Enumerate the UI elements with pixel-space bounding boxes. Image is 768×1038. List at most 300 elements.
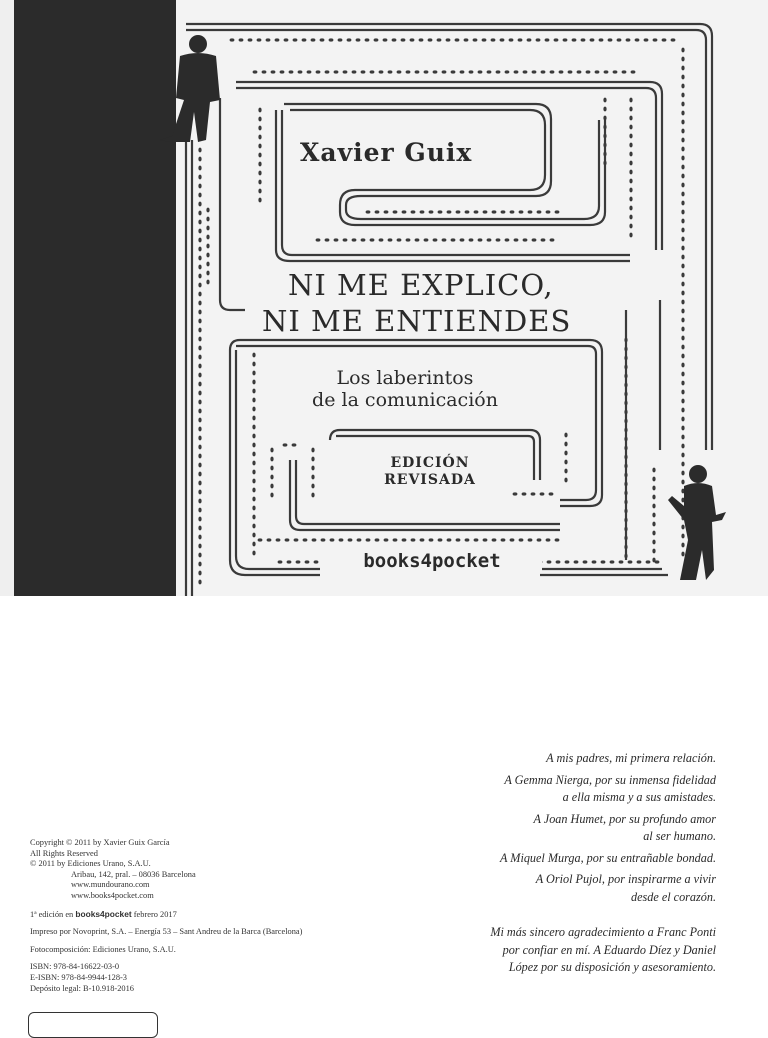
maze-dot: [624, 383, 627, 388]
maze-dot: [505, 238, 510, 241]
maze-dot: [198, 409, 201, 414]
maze-dot: [198, 274, 201, 279]
maze-dot: [302, 38, 307, 41]
dedication-joan: [386, 811, 716, 846]
maze-dot: [325, 238, 330, 241]
maze-dot: [198, 328, 201, 333]
maze-dot: [603, 125, 606, 130]
maze-dot: [555, 210, 560, 213]
maze-dot: [206, 226, 209, 231]
maze-dot: [266, 38, 271, 41]
maze-dot: [681, 111, 684, 116]
maze-dot: [258, 144, 261, 149]
maze-dot: [271, 70, 276, 73]
maze-dot: [402, 538, 407, 541]
maze-dot: [629, 233, 632, 238]
maze-dot: [483, 538, 488, 541]
maze-dot: [681, 192, 684, 197]
maze-dot: [540, 492, 545, 495]
maze-dot: [603, 161, 606, 166]
maze-dot: [556, 560, 561, 563]
maze-dot: [487, 238, 492, 241]
publisher-web-2: www.books4pocket.com: [71, 890, 154, 900]
maze-dot: [258, 538, 263, 541]
maze-dot: [293, 38, 298, 41]
cover-author: Xavier Guix: [300, 138, 473, 167]
maze-dot: [681, 228, 684, 233]
maze-dot: [624, 419, 627, 424]
dedication-gemma-b: a ella misma y a sus amistades.: [562, 790, 716, 804]
maze-dot: [564, 469, 567, 474]
maze-dot: [424, 238, 429, 241]
maze-dot: [198, 193, 201, 198]
maze-dot: [624, 545, 627, 550]
maze-dot: [681, 48, 684, 53]
maze-dot: [198, 157, 201, 162]
maze-dot: [198, 427, 201, 432]
maze-dot: [681, 417, 684, 422]
maze-dot: [622, 70, 627, 73]
dedication-joan-a: A Joan Humet, por su profundo amor: [533, 811, 716, 826]
maze-dot: [681, 255, 684, 260]
maze-dot: [283, 443, 288, 446]
maze-dot: [581, 38, 586, 41]
maze-dot: [198, 202, 201, 207]
maze-dot: [603, 134, 606, 139]
maze-dot: [198, 211, 201, 216]
maze-dot: [469, 70, 474, 73]
maze-dot: [522, 492, 527, 495]
maze-dot: [681, 147, 684, 152]
maze-dot: [624, 437, 627, 442]
maze-dot: [252, 362, 255, 367]
copyright-block: [30, 838, 360, 994]
maze-dot: [624, 527, 627, 532]
maze-dot: [270, 457, 273, 462]
maze-dot: [624, 446, 627, 451]
maze-dot: [278, 560, 283, 563]
maze-dot: [519, 210, 524, 213]
maze-dot: [379, 70, 384, 73]
maze-dot: [629, 134, 632, 139]
maze-dot: [681, 129, 684, 134]
maze-dot: [198, 175, 201, 180]
maze-dot: [629, 161, 632, 166]
maze-dot: [681, 246, 684, 251]
maze-dot: [536, 38, 541, 41]
maze-dot: [474, 538, 479, 541]
typesetting-info: Fotocomposición: Ediciones Urano, S.A.U.: [30, 944, 176, 954]
maze-dot: [601, 560, 606, 563]
maze-dot: [248, 38, 253, 41]
maze-dot: [487, 70, 492, 73]
maze-dot: [433, 70, 438, 73]
maze-dot: [681, 237, 684, 242]
maze-dot: [510, 210, 515, 213]
maze-dot: [289, 70, 294, 73]
maze-dot: [198, 292, 201, 297]
maze-dot: [258, 189, 261, 194]
maze-dot: [603, 98, 606, 103]
maze-dot: [681, 138, 684, 143]
legal-deposit: Depósito legal: B-10.918-2016: [30, 983, 134, 993]
maze-dot: [375, 538, 380, 541]
maze-dot: [198, 436, 201, 441]
maze-dot: [370, 238, 375, 241]
maze-dot: [681, 66, 684, 71]
maze-dot: [532, 238, 537, 241]
maze-dot: [437, 38, 442, 41]
maze-dot: [681, 336, 684, 341]
maze-dot: [681, 84, 684, 89]
maze-dot: [644, 38, 649, 41]
cover-subtitle-line1: Los laberintos: [336, 367, 474, 389]
maze-dot: [198, 454, 201, 459]
maze-dot: [357, 538, 362, 541]
maze-dot: [270, 475, 273, 480]
maze-dot: [252, 398, 255, 403]
maze-dot: [629, 125, 632, 130]
maze-dot: [252, 533, 255, 538]
maze-dot: [565, 560, 570, 563]
maze-dot: [343, 238, 348, 241]
maze-dot: [478, 238, 483, 241]
maze-dot: [681, 174, 684, 179]
maze-dot: [604, 70, 609, 73]
maze-dot: [465, 210, 470, 213]
maze-dot: [275, 38, 280, 41]
maze-dot: [624, 536, 627, 541]
maze-dot: [270, 484, 273, 489]
maze-dot: [330, 538, 335, 541]
maze-dot: [334, 238, 339, 241]
maze-dot: [629, 215, 632, 220]
maze-dot: [496, 238, 501, 241]
maze-dot: [681, 345, 684, 350]
maze-dot: [252, 416, 255, 421]
maze-dot: [559, 70, 564, 73]
maze-dot: [198, 481, 201, 486]
maze-dot: [258, 135, 261, 140]
maze-dot: [460, 238, 465, 241]
maze-dot: [415, 70, 420, 73]
maze-dot: [397, 238, 402, 241]
maze-dot: [492, 538, 497, 541]
maze-dot: [198, 553, 201, 558]
maze-dot: [681, 165, 684, 170]
first-edition-brand: books4pocket: [75, 908, 132, 919]
maze-dot: [564, 433, 567, 438]
maze-dot: [257, 38, 262, 41]
maze-dot: [629, 152, 632, 157]
maze-dot: [442, 70, 447, 73]
maze-dot: [198, 499, 201, 504]
maze-dot: [406, 238, 411, 241]
maze-dot: [198, 526, 201, 531]
maze-dot: [681, 453, 684, 458]
maze-dot: [455, 38, 460, 41]
maze-dot: [384, 538, 389, 541]
maze-dot: [258, 126, 261, 131]
maze-dot: [681, 408, 684, 413]
maze-dot: [321, 538, 326, 541]
maze-dot: [338, 38, 343, 41]
dedication-block: [386, 750, 716, 981]
maze-dot: [252, 389, 255, 394]
maze-dot: [284, 38, 289, 41]
maze-dot: [307, 70, 312, 73]
maze-dot: [375, 210, 380, 213]
maze-dot: [258, 171, 261, 176]
maze-dot: [629, 206, 632, 211]
maze-dot: [258, 108, 261, 113]
maze-dot: [393, 538, 398, 541]
maze-dot: [564, 451, 567, 456]
maze-dot: [311, 493, 314, 498]
publisher-address: Aribau, 142, pral. – 08036 Barcelona: [71, 869, 196, 879]
maze-dot: [681, 210, 684, 215]
maze-author-box: [290, 110, 605, 225]
maze-dot: [483, 210, 488, 213]
maze-dot: [366, 210, 371, 213]
maze-dot: [198, 184, 201, 189]
maze-dot: [564, 478, 567, 483]
eisbn: E-ISBN: 978-84-9944-128-3: [30, 972, 127, 982]
maze-dot: [270, 466, 273, 471]
maze-dot: [464, 38, 469, 41]
maze-dot: [681, 381, 684, 386]
maze-dot: [474, 210, 479, 213]
maze-dot: [258, 117, 261, 122]
maze-dot: [523, 70, 528, 73]
maze-dot: [411, 538, 416, 541]
maze-dot: [198, 463, 201, 468]
maze-dot: [599, 38, 604, 41]
maze-dot: [252, 407, 255, 412]
maze-dot: [252, 452, 255, 457]
maze-dot: [311, 38, 316, 41]
maze-dot: [629, 179, 632, 184]
maze-dot: [401, 38, 406, 41]
maze-dot: [519, 538, 524, 541]
maze-dot: [252, 461, 255, 466]
maze-dot: [198, 490, 201, 495]
maze-dot: [198, 544, 201, 549]
maze-dot: [447, 210, 452, 213]
maze-dot: [629, 188, 632, 193]
maze-dot: [446, 38, 451, 41]
maze-dot: [258, 162, 261, 167]
maze-dot: [554, 38, 559, 41]
maze-dot: [198, 562, 201, 567]
person-silhouette-left: [160, 35, 220, 142]
maze-dot: [280, 70, 285, 73]
maze-dot: [624, 347, 627, 352]
maze-dot: [478, 70, 483, 73]
maze-dot: [624, 392, 627, 397]
maze-dot: [492, 210, 497, 213]
maze-dot: [311, 448, 314, 453]
maze-dot: [352, 70, 357, 73]
maze-dot: [230, 38, 235, 41]
maze-dot: [252, 353, 255, 358]
maze-dot: [252, 515, 255, 520]
maze-dot: [624, 482, 627, 487]
maze-dot: [419, 38, 424, 41]
maze-dot: [624, 410, 627, 415]
maze-dot: [610, 560, 615, 563]
maze-dot: [624, 554, 627, 559]
maze-dot: [564, 460, 567, 465]
maze-dot: [406, 70, 411, 73]
maze-dot: [681, 444, 684, 449]
maze-dot: [206, 280, 209, 285]
maze-dot: [546, 538, 551, 541]
maze-dot: [252, 425, 255, 430]
maze-dot: [681, 534, 684, 539]
maze-dot: [298, 70, 303, 73]
maze-dot: [442, 238, 447, 241]
maze-dot: [361, 70, 366, 73]
maze-dot: [460, 70, 465, 73]
maze-dot: [292, 443, 297, 446]
maze-dot: [629, 143, 632, 148]
maze-dot: [681, 183, 684, 188]
maze-dot: [198, 319, 201, 324]
maze-dot: [198, 166, 201, 171]
maze-dot: [637, 560, 642, 563]
maze-dot: [384, 210, 389, 213]
maze-dot: [555, 538, 560, 541]
maze-dot: [252, 470, 255, 475]
maze-dot: [456, 538, 461, 541]
maze-dot: [662, 38, 667, 41]
maze-dot: [681, 435, 684, 440]
maze-dot: [613, 70, 618, 73]
maze-dot: [270, 493, 273, 498]
maze-dot: [433, 238, 438, 241]
maze-dot: [681, 219, 684, 224]
acknowledgements-c: López por su disposición y asesoramiento.: [508, 960, 716, 974]
maze-dot: [252, 497, 255, 502]
maze-dot: [681, 354, 684, 359]
maze-dot: [198, 301, 201, 306]
maze-dot: [198, 247, 201, 252]
maze-dot: [631, 70, 636, 73]
maze-dot: [653, 38, 658, 41]
maze-dot: [541, 70, 546, 73]
maze-dot: [402, 210, 407, 213]
publisher-web-1: www.mundourano.com: [71, 880, 150, 890]
maze-dot: [473, 38, 478, 41]
maze-dot: [681, 543, 684, 548]
cover-title-line1: NI ME EXPLICO,: [288, 268, 554, 302]
maze-dot: [285, 538, 290, 541]
maze-dot: [681, 426, 684, 431]
maze-dot: [574, 560, 579, 563]
maze-dot: [311, 475, 314, 480]
acknowledgements-b: por confiar en mí. A Eduardo Díez y Daniel: [502, 942, 716, 957]
maze-dot: [482, 38, 487, 41]
maze-dot: [465, 538, 470, 541]
maze-dot: [624, 455, 627, 460]
maze-dot: [347, 38, 352, 41]
maze-dot: [198, 238, 201, 243]
maze-dot: [546, 210, 551, 213]
maze-dot: [420, 538, 425, 541]
maze-dot: [550, 70, 555, 73]
maze-dot: [206, 271, 209, 276]
maze-dot: [198, 580, 201, 585]
maze-dot: [429, 538, 434, 541]
maze-dot: [198, 337, 201, 342]
maze-dot: [629, 116, 632, 121]
maze-dot: [415, 238, 420, 241]
maze-dot: [314, 560, 319, 563]
maze-dot: [572, 38, 577, 41]
maze-dot: [547, 560, 552, 563]
cover-subtitle-line2: de la comunicación: [312, 389, 498, 411]
maze-dot: [527, 38, 532, 41]
maze-dot: [624, 374, 627, 379]
maze-dot: [563, 38, 568, 41]
maze-dot: [239, 38, 244, 41]
maze-dot: [383, 38, 388, 41]
maze-dot: [303, 538, 308, 541]
maze-dot: [592, 560, 597, 563]
maze-dot: [652, 531, 655, 536]
maze-dot: [198, 364, 201, 369]
maze-dot: [624, 473, 627, 478]
dedication-parents: A mis padres, mi primera relación.: [546, 751, 716, 765]
maze-dot: [629, 170, 632, 175]
maze-dot: [198, 391, 201, 396]
maze-dot: [681, 309, 684, 314]
cover-publisher-logo: books4pocket: [322, 550, 542, 572]
maze-dot: [590, 38, 595, 41]
maze-dot: [652, 540, 655, 545]
maze-dot: [681, 390, 684, 395]
maze-dot: [343, 70, 348, 73]
cover-edition-line2: REVISADA: [384, 472, 476, 488]
dedication-joan-b: al ser humano.: [643, 829, 716, 843]
maze-dot: [518, 38, 523, 41]
maze-dot: [501, 538, 506, 541]
maze-dot: [411, 210, 416, 213]
maze-dot: [629, 107, 632, 112]
maze-dot: [681, 462, 684, 467]
maze-dot: [681, 372, 684, 377]
maze-dot: [339, 538, 344, 541]
dedication-oriol: [386, 871, 716, 906]
maze-dot: [545, 38, 550, 41]
maze-dot: [626, 38, 631, 41]
maze-dot: [681, 525, 684, 530]
dedication-gemma-a: A Gemma Nierga, por su inmensa fidelidad: [504, 772, 716, 787]
maze-dot: [528, 538, 533, 541]
printer-stamp-box: [28, 1012, 158, 1038]
maze-dot: [603, 143, 606, 148]
maze-dot: [366, 538, 371, 541]
maze-dot: [198, 400, 201, 405]
maze-dot: [316, 70, 321, 73]
maze-dot: [608, 38, 613, 41]
maze-dot: [320, 38, 325, 41]
maze-dot: [681, 102, 684, 107]
maze-dot: [258, 153, 261, 158]
maze-dot: [537, 210, 542, 213]
maze-dot: [252, 506, 255, 511]
